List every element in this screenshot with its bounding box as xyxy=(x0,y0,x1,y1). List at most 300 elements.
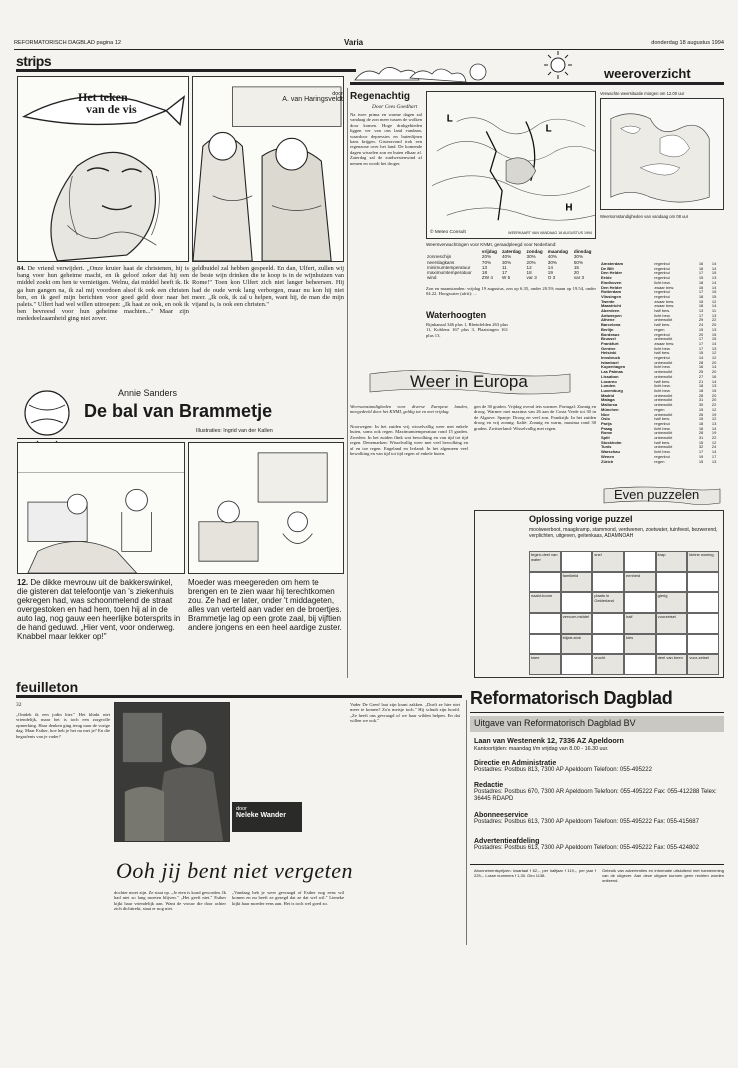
city-condition: regenbui xyxy=(654,275,670,281)
masthead-fine-rule xyxy=(470,864,724,865)
city-condition: onbewolkt xyxy=(654,402,673,408)
masthead-address: Laan van Westenenk 12, 7336 AZ Apeldoorn xyxy=(474,736,624,745)
forecast-day: vrijdag xyxy=(481,249,497,254)
directie-title: Directie en Administratie xyxy=(474,760,557,767)
bal-rule xyxy=(17,438,344,439)
city-temp: 20 xyxy=(711,397,717,403)
city-name: Oslo xyxy=(601,416,610,422)
masthead-directie xyxy=(474,760,724,773)
city-condition: zwaar bew. xyxy=(654,340,675,346)
strip-col1: De vriend verwijdert. „Onze kruier haat de christenen, hij is bang voor hun geheime macht, en ik geloof zeker dat hij een middel zoekt om hen te vernietigen. Welnu, dat middel heeft ik. Ik ga hun gangen na, ik zal mij voordoen alsof ik ook een christen ben, en ik geef mijn berichten voor goed geld door naar het paleis." Ulfert had wel willen uitroepen: „Ik haat ze ook, en ook ik ben bevreesd voor hun geheime machten..." Maar zijn mededeelzaamheid ging niet zover. xyxy=(17,265,189,323)
city-temp: 15 xyxy=(711,336,717,342)
city-temp: 18 xyxy=(698,279,704,285)
city-temp: 20 xyxy=(711,369,717,375)
masthead-redactie xyxy=(474,782,724,803)
puzzle-answer-cell xyxy=(592,572,624,593)
header-rule xyxy=(14,49,724,50)
city-condition: half bew. xyxy=(654,350,670,356)
masthead-fine-2: Gebruik van advertenties en informatie uitsluitend met toestemming van de uitgever. Aan deze uitgave kunnen geen rechten worden ontleend. xyxy=(602,868,724,883)
page-header xyxy=(14,38,724,48)
svg-text:H: H xyxy=(565,202,573,214)
city-name: Praag xyxy=(601,425,613,431)
city-temp: 14 xyxy=(711,364,717,370)
city-temp: 14 xyxy=(711,265,717,271)
city-name: Mallorca xyxy=(601,402,618,408)
city-name: Kopenhagen xyxy=(601,364,626,370)
puzzle-answer-cell xyxy=(529,634,561,655)
city-name: Zürich xyxy=(601,458,614,464)
puzzle-answer-cell xyxy=(561,551,593,572)
puzzle-clue-cell: voor-zetsel xyxy=(687,654,719,675)
city-condition: regenbui xyxy=(654,270,670,276)
puzzle-clue-cell: snel xyxy=(592,551,624,572)
advertentie-text: Postadres: Postbus 613, 7300 AP Apeldoorn Telefoon: 055-495222 Fax: 055-424802 xyxy=(474,845,699,851)
city-name: Malaga xyxy=(601,397,615,403)
city-temp: 12 xyxy=(711,439,717,445)
city-name: Madrid xyxy=(601,392,615,398)
advertentie-title: Advertentieafdeling xyxy=(474,838,540,845)
forecast-row: zonneschijn 20% 40% 30% 40% 30% xyxy=(427,254,584,260)
city-condition: half bew. xyxy=(654,416,670,422)
city-temp: 14 xyxy=(711,303,717,309)
city-temp: 31 xyxy=(698,435,704,441)
city-name: Eelde xyxy=(601,275,612,281)
city-name: Locarno xyxy=(601,378,617,384)
city-temp: 15 xyxy=(698,350,704,356)
puzzle-clue-cell: voorzetsel xyxy=(656,613,688,634)
city-condition: onbewolkt xyxy=(654,317,673,323)
forecast-row: neerslagkans 70% 30% 20% 30% 50% xyxy=(427,259,584,265)
waterhoogten-text-2 xyxy=(512,322,596,362)
column-divider xyxy=(347,88,348,678)
puzzle-answer-cell xyxy=(687,613,719,634)
city-name: Berlijn xyxy=(601,326,614,332)
city-name: Tunis xyxy=(601,444,612,450)
weather-map-legend: WEERKAART VAN VANDAAG 18 AUGUSTUS 1994 xyxy=(508,230,592,235)
city-condition: regenbui xyxy=(654,453,670,459)
city-temp: 13 xyxy=(711,420,717,426)
city-name: Eindhoven xyxy=(601,279,622,285)
city-name: Rome xyxy=(601,430,613,436)
strip-panel-right xyxy=(192,76,344,262)
city-temp: 13 xyxy=(711,458,717,464)
header-left: REFORMATORISCH DAGBLAD pagina 12 xyxy=(14,40,122,46)
puzzle-answer-cell xyxy=(687,572,719,593)
city-temp: 20 xyxy=(711,322,717,328)
city-temp: 18 xyxy=(698,383,704,389)
city-condition: onbewolkt xyxy=(654,430,673,436)
city-temp: 24 xyxy=(698,322,704,328)
svg-text:L: L xyxy=(446,113,453,125)
city-temp: 16 xyxy=(711,373,717,379)
puzzle-answer-cell xyxy=(529,572,561,593)
puzzel-banner-text: Even puzzelen xyxy=(614,487,700,502)
city-name: Lissabon xyxy=(601,373,619,379)
city-condition: onbewolkt xyxy=(654,369,673,375)
abonnee-title: Abonneeservice xyxy=(474,812,529,819)
forecast-row: wind ZW 4 W 5 var 3 O 3 var 3 xyxy=(427,275,585,281)
city-condition: licht bew. xyxy=(654,449,671,455)
bal-caption-2: Moeder was meegereden om hem te brengen en te zien waar hij terechtkomen zou. Ze had er later, onder 't middageten, alles van verteld aan vader en de broertjes. Brammetje lag op een grote zaal, bij vijftien andere jongens en een heel aardige zuster. xyxy=(188,578,342,632)
city-name: De Bilt xyxy=(601,265,614,271)
city-name: Londen xyxy=(601,383,616,389)
city-condition: licht bew. xyxy=(654,425,671,431)
strip-author: A. van Haringsveldt xyxy=(282,96,343,104)
city-temp: 30 xyxy=(698,402,704,408)
city-condition: licht bew. xyxy=(654,364,671,370)
svg-text:L: L xyxy=(545,123,552,135)
city-temp: 12 xyxy=(711,350,717,356)
puzzle-answer-cell xyxy=(592,613,624,634)
puzzle-clue-cell: deel van been xyxy=(656,654,688,675)
city-temp: 13 xyxy=(711,275,717,281)
puzzle-answer-cell xyxy=(561,592,593,613)
redactie-title: Redactie xyxy=(474,782,504,789)
city-temp: 17 xyxy=(698,340,704,346)
city-name: Maastricht xyxy=(601,303,622,309)
forecast-table xyxy=(426,249,596,281)
forecast-title: Weersverwachtingen voor KNMI, geraadpleegd voor Nederland: xyxy=(426,242,557,247)
bal-illustrator: Illustraties: Ingrid van der Kallen xyxy=(196,428,273,434)
city-condition: regenbui xyxy=(654,289,670,295)
city-name: Innsbruck xyxy=(601,355,621,361)
city-condition: onbewolkt xyxy=(654,373,673,379)
bal-caption-1 xyxy=(17,578,185,676)
forecast-day: zondag xyxy=(526,249,543,254)
city-temp: 22 xyxy=(711,435,717,441)
eu-map-sub: Weersomstandigheden van vandaag om 08 uur xyxy=(600,214,689,219)
strip-text-right: geldbuidel zal hebben gespeeld. En dan, Ulfert, zullen wij de beste wijn drinken die te koop is in de wijnhuizen van Rome!" Toen kon Ulfert zich niet langer beheersen. Hij had de oude wrok lang verborgen, maar nu kon hij niet meer. „Ik ook, ik zal u helpen, want hij, de man die mijn vijand is, is ook een christen." xyxy=(192,265,344,309)
city-temp: 31 xyxy=(698,397,704,403)
masthead-publisher-bar xyxy=(470,716,724,732)
city-temp: 14 xyxy=(711,284,717,290)
city-name: Helsinki xyxy=(601,350,617,356)
city-condition: licht bew. xyxy=(654,383,671,389)
puzzle-answer-cell xyxy=(592,634,624,655)
feuilleton-col2: dochter moet zijn. Ze staat op. „Je eten is koud geworden. Ik had niet zo lang moeten blijven." „Het geeft niet." Esther kijkt haar vriendelijk aan. Want de vrouw die door achter zich dichttrekt, staat er nog niet. xyxy=(114,890,226,912)
sun-moon-text: Zon en maanstanden: vrijdag 19 augustus, zon op 6.35, onder 20.59; maan op 19.54, onder 04.22. Hoogwater (afrit): ... xyxy=(426,286,596,297)
city-temp: 28 xyxy=(698,359,704,365)
city-temp: 13 xyxy=(711,345,717,351)
eu-map-title: Verwachte weersituatie morgen om 12.00 uur xyxy=(600,91,685,96)
weer-europa-intro: Weersomstandigheden voor diverse Europese landen, meegedeeld door het KNMI, geldig tot en met vrijdag. xyxy=(350,404,468,415)
eu-map xyxy=(600,98,724,210)
city-condition: onbewolkt xyxy=(654,444,673,450)
city-temp: 14 xyxy=(711,425,717,431)
city-temp: 28 xyxy=(698,430,704,436)
city-condition: half bew. xyxy=(654,322,670,328)
masthead-publisher: Uitgave van Reformatorisch Dagblad BV xyxy=(474,718,636,728)
strip-title-line2: van de vis xyxy=(86,102,137,116)
city-temp: 15 xyxy=(711,270,717,276)
city-temp: 29 xyxy=(698,317,704,323)
cities-table xyxy=(600,262,724,464)
bal-illustration-2 xyxy=(188,442,344,574)
city-temp: 18 xyxy=(698,293,704,299)
redactie-text: Postadres: Postbus 670, 7300 AR Apeldoorn Telefoon: 055-495222 Fax: 055-412288 Telex: 36445 RDAPD xyxy=(474,789,717,802)
masthead-hours: Kantoortijden: maandag t/m vrijdag van 8.00 - 16.30 uur. xyxy=(474,746,609,752)
feuilleton-col1: „Ontdek ik een jodin hier." Het klinkt niet vriendelijk, maar het is toch een zorgvolle opmerking. Haar denken ging terug naar de vorige dag. Maar Esther, hoe heb je het nu met je? En die begrafenis van je vader? xyxy=(16,712,110,739)
city-condition: regenbui xyxy=(654,293,670,299)
city-condition: regenbui xyxy=(654,261,670,266)
column-divider xyxy=(466,700,467,945)
city-temp: 12 xyxy=(711,406,717,412)
city-name: Warschau xyxy=(601,449,620,455)
city-temp: 22 xyxy=(711,402,717,408)
strip-author-block xyxy=(263,91,343,103)
city-condition: regenbui xyxy=(654,355,670,361)
waterhoogten-title: Waterhoogten xyxy=(426,310,487,320)
puzzle-clue-cell: tegen-deel van water xyxy=(529,551,561,572)
city-name: Antwerpen xyxy=(601,312,622,318)
city-condition: half bew. xyxy=(654,378,670,384)
puzzle-clue-cell: eenheid xyxy=(624,572,656,593)
city-condition: licht bew. xyxy=(654,345,671,351)
city-temp: 17 xyxy=(698,270,704,276)
strip-by: door xyxy=(332,91,343,97)
city-condition: licht bew. xyxy=(654,279,671,285)
city-temp: 20 xyxy=(711,359,717,365)
city-temp: 20 xyxy=(711,392,717,398)
city-name: Aberdeen xyxy=(601,308,620,314)
puzzle-clue-cell: krap xyxy=(656,551,688,572)
bal-caption-number: 12. xyxy=(17,578,29,587)
city-temp: 15 xyxy=(698,326,704,332)
strip-panel-number: 84. xyxy=(17,265,25,272)
puzzle-answer-cell xyxy=(624,654,656,675)
feuilleton-author: Neleke Wander xyxy=(236,812,286,819)
city-condition: zwaar bew. xyxy=(654,284,675,290)
city-name: München xyxy=(601,406,619,412)
weer-europa-col2: gen de 30 graden. Vrijdag overal iets warmer. Portugal: Zonnig en droog. Warmer met maxima van 26 aan de Costa Verde tot 30 in de Algarve. Spanje: Droog en veel zon. Frankrijk: In het zuiden droog en vrij zonnig. Italië: Zonnig en warm, maxima rond 30 graden. Zwitserland: Wisselvallig met regen. xyxy=(474,404,596,431)
city-temp: 17 xyxy=(698,289,704,295)
city-condition: onbewolkt xyxy=(654,411,673,417)
city-temp: 14 xyxy=(711,340,717,346)
city-temp: 15 xyxy=(698,416,704,422)
city-name: Brussel xyxy=(601,336,616,342)
forecast-row: minimumtemperatuur 13 11 12 14 15 xyxy=(427,264,579,270)
weer-europa-title: Weer in Europa xyxy=(410,372,528,391)
header-section: Varia xyxy=(344,38,364,47)
city-temp: 15 xyxy=(711,293,717,299)
city-temp: 15 xyxy=(698,406,704,412)
puzzel-banner xyxy=(600,486,724,506)
city-condition: onbewolkt xyxy=(654,359,673,365)
strips-label: strips xyxy=(16,53,52,69)
city-temp: 19 xyxy=(698,453,704,459)
city-condition: regen xyxy=(654,326,665,332)
directie-text: Postadres: Postbus 813, 7300 AP Apeldoorn Telefoon: 055-495222 xyxy=(474,767,652,773)
puzzle-clue-cell: familielid xyxy=(561,572,593,593)
city-name: Den Helder xyxy=(601,284,623,290)
city-condition: regenbui xyxy=(654,331,670,337)
city-temp: 15 xyxy=(711,289,717,295)
city-name: Wenen xyxy=(601,453,615,459)
puzzle-clue-cell: biljart-stok xyxy=(561,634,593,655)
city-condition: zwaar bew. xyxy=(654,298,675,304)
city-name: Den Helder xyxy=(601,270,623,276)
city-temp: 15 xyxy=(698,439,704,445)
city-name: Athene xyxy=(601,317,615,323)
masthead-rule xyxy=(470,712,724,713)
puzzel-title: Oplossing vorige puzzel xyxy=(529,514,633,524)
forecast-day: dinsdag xyxy=(573,249,592,254)
city-condition: onbewolkt xyxy=(654,392,673,398)
puzzle-clue-cell: vervoer-middel xyxy=(561,613,593,634)
city-name: Bordeaux xyxy=(601,331,620,337)
feuilleton-by: door xyxy=(236,806,248,812)
bal-illustration-1 xyxy=(17,442,185,574)
city-name: Parijs xyxy=(601,420,612,426)
puzzle-clue-cell: plaats in Gelderland xyxy=(592,592,624,613)
city-name: Istanboel xyxy=(601,359,619,365)
strip-title xyxy=(78,91,137,115)
city-condition: onbewolkt xyxy=(654,397,673,403)
city-name: Rotterdam xyxy=(601,289,622,295)
feuilleton-number: 32 xyxy=(16,702,22,708)
city-temp: 15 xyxy=(698,275,704,281)
city-temp: 13 xyxy=(711,326,717,332)
weather-rule xyxy=(350,82,724,85)
city-temp: 13 xyxy=(711,312,717,318)
city-condition: licht bew. xyxy=(654,387,671,393)
header-date: donderdag 18 augustus 1994 xyxy=(651,40,724,46)
city-temp: 16 xyxy=(698,265,704,271)
weather-column-byline: Door Cees Goedhart xyxy=(372,104,418,110)
city-condition: regen xyxy=(654,458,665,464)
city-name: Luxemburg xyxy=(601,387,623,393)
feuilleton-rule xyxy=(16,695,462,698)
city-temp: 14 xyxy=(711,279,717,285)
weather-column-title: Regenachtig xyxy=(350,91,411,102)
puzzle-answer-cell xyxy=(624,592,656,613)
city-temp: 12 xyxy=(711,355,717,361)
city-condition: onbewolkt xyxy=(654,336,673,342)
feuilleton-title: Ooh jij bent niet vergeten xyxy=(116,858,354,883)
city-temp: 15 xyxy=(698,458,704,464)
puzzle-clue-cell: half xyxy=(624,613,656,634)
city-temp: 13 xyxy=(711,383,717,389)
puzzle-answer-cell xyxy=(656,634,688,655)
city-temp: 12 xyxy=(711,416,717,422)
city-temp: 15 xyxy=(698,298,704,304)
puzzle-answer-cell xyxy=(561,654,593,675)
puzzle-answer-cell xyxy=(529,613,561,634)
city-condition: regen xyxy=(654,406,665,412)
forecast-row: maximumtemperatuur 18 17 18 19 20 xyxy=(427,270,579,276)
city-temp: 17 xyxy=(698,345,704,351)
strips-rule xyxy=(16,69,356,72)
masthead-abonnee xyxy=(474,812,724,826)
city-temp: 18 xyxy=(698,387,704,393)
city-temp: 24 xyxy=(711,444,717,450)
city-condition: half bew. xyxy=(654,439,670,445)
city-temp: 18 xyxy=(698,303,704,309)
city-temp: 25 xyxy=(698,369,704,375)
city-temp: 28 xyxy=(698,392,704,398)
puzzel-solution: mooiweerboot, maagkramp, stammond, verdwenen, zoetwater, tuinfeest, bezwerend, verplichten, uitgeven, geitenkaas, ADAMNOAH xyxy=(529,527,718,539)
city-condition: licht bew. xyxy=(654,312,671,318)
city-temp: 13 xyxy=(698,308,704,314)
puzzle-clue-cell: vrucht xyxy=(592,654,624,675)
city-temp: 15 xyxy=(711,387,717,393)
city-name: Split xyxy=(601,435,610,441)
city-temp: 22 xyxy=(711,317,717,323)
puzzle-answer-cell xyxy=(687,634,719,655)
feuilleton-author-box xyxy=(232,802,302,832)
weer-europa-col1: Noorwegen: In het zuiden vrij wisselvallig weer met enkele buien, soms ook regen. Maximumtemperatuur rond 15 graden. Zweden: In het zuiden flink wat bewolking en van tijd tot tijd regen. Denemarken: Wisselvallig weer met veel bewolking en af en toe regen. Engeland en Ierland: In het algemeen veel bewolking en van tijd tot tijd regen of enkele buien. xyxy=(350,424,468,457)
puzzle-clue-cell: kies xyxy=(624,634,656,655)
strip-title-line1: Het teken xyxy=(78,90,128,104)
city-temp: 17 xyxy=(698,336,704,342)
feuilleton-col3: „Vandaag heb je weer gevraagd of Esther nog eens wil komen en nu heeft ze gezegd dat ze dat wel wil." Lieneke kijkt haar moeder eens aan. Het is toch wel goed zo. xyxy=(232,890,344,906)
city-name: Genève xyxy=(601,345,616,351)
feuilleton-illustration xyxy=(114,702,230,842)
city-temp: 14 xyxy=(711,449,717,455)
city-temp: 26 xyxy=(698,411,704,417)
city-temp: 16 xyxy=(698,284,704,290)
city-name: Barcelona xyxy=(601,322,621,328)
city-temp: 14 xyxy=(711,261,717,266)
city-name: Stockholm xyxy=(601,439,622,445)
weather-map-credit: © Meteo Consult xyxy=(430,229,466,235)
bal-title: De bal van Brammetje xyxy=(84,401,273,421)
puzzel-box xyxy=(474,510,724,678)
masthead-advertentie xyxy=(474,838,724,852)
forecast-day: zaterdag xyxy=(501,249,521,254)
feuilleton-label: feuilleton xyxy=(16,679,79,695)
city-row xyxy=(600,460,724,465)
city-temp: 32 xyxy=(698,444,704,450)
city-temp: 19 xyxy=(711,411,717,417)
city-temp: 12 xyxy=(711,298,717,304)
weather-column-text: Na twee prima en warme dagen zal vandaag de zon meer tussen de wolken door komen. Hoge drukgebieden liggen ver van ons land vandaan, waardoor depressies en buienlijnen kans krijgen. Gisteravond trok een regenzone over het land. De komende dagen wisselen zon en buien elkaar af. Zaterdag zal de zuidwestenwind af nemen en wordt het droger. xyxy=(350,112,422,166)
city-temp: 14 xyxy=(711,378,717,384)
city-name: Amsterdam xyxy=(601,261,624,266)
city-condition: regenbui xyxy=(654,265,670,271)
puzzle-clue-cell: twee xyxy=(529,654,561,675)
city-temp: 16 xyxy=(698,261,704,266)
city-temp: 21 xyxy=(698,378,704,384)
city-temp: 17 xyxy=(698,312,704,318)
strip-panel-left xyxy=(17,76,189,262)
weather-sun-icon xyxy=(543,50,573,80)
city-name: Las Palmas xyxy=(601,369,624,375)
puzzle-clue-cell: naald-boom xyxy=(529,592,561,613)
city-temp: 27 xyxy=(698,373,704,379)
city-temp: 17 xyxy=(698,449,704,455)
city-name: Vlissingen xyxy=(601,293,622,299)
city-name: Twente xyxy=(601,298,615,304)
city-condition: half bew. xyxy=(654,308,670,314)
puzzle-clue-cell: gierig xyxy=(656,592,688,613)
feuilleton-col4: Vader De Greef laat zijn krant zakken. „Durft ze hier niet meer te komen? Zo'n meisje toch." Hij schudt zijn hoofd. „Ze heeft ons gevraagd of we haar wilden helpen. En dat willen we ook." xyxy=(350,702,460,724)
city-temp: 11 xyxy=(711,308,717,314)
city-condition: regenbui xyxy=(654,420,670,426)
waterhoogten-text: Rijnkanaal 346 plus 1, Rheinfelden 263 plus 11, Koblenz 167 plus 3, Plaatsingen 161 plus 13. xyxy=(426,322,508,338)
forecast-day: maandag xyxy=(547,249,568,254)
weather-title: weeroverzicht xyxy=(604,66,691,81)
city-name: Frankfurt xyxy=(601,340,619,346)
city-condition: zwaar bew. xyxy=(654,303,675,309)
city-temp: 20 xyxy=(698,331,704,337)
masthead-title: Reformatorisch Dagblad xyxy=(470,688,673,708)
city-temp: 16 xyxy=(698,364,704,370)
city-name: Nice xyxy=(601,411,610,417)
city-temp: 16 xyxy=(698,425,704,431)
strip-text-left xyxy=(17,265,189,375)
city-temp: 18 xyxy=(698,420,704,426)
